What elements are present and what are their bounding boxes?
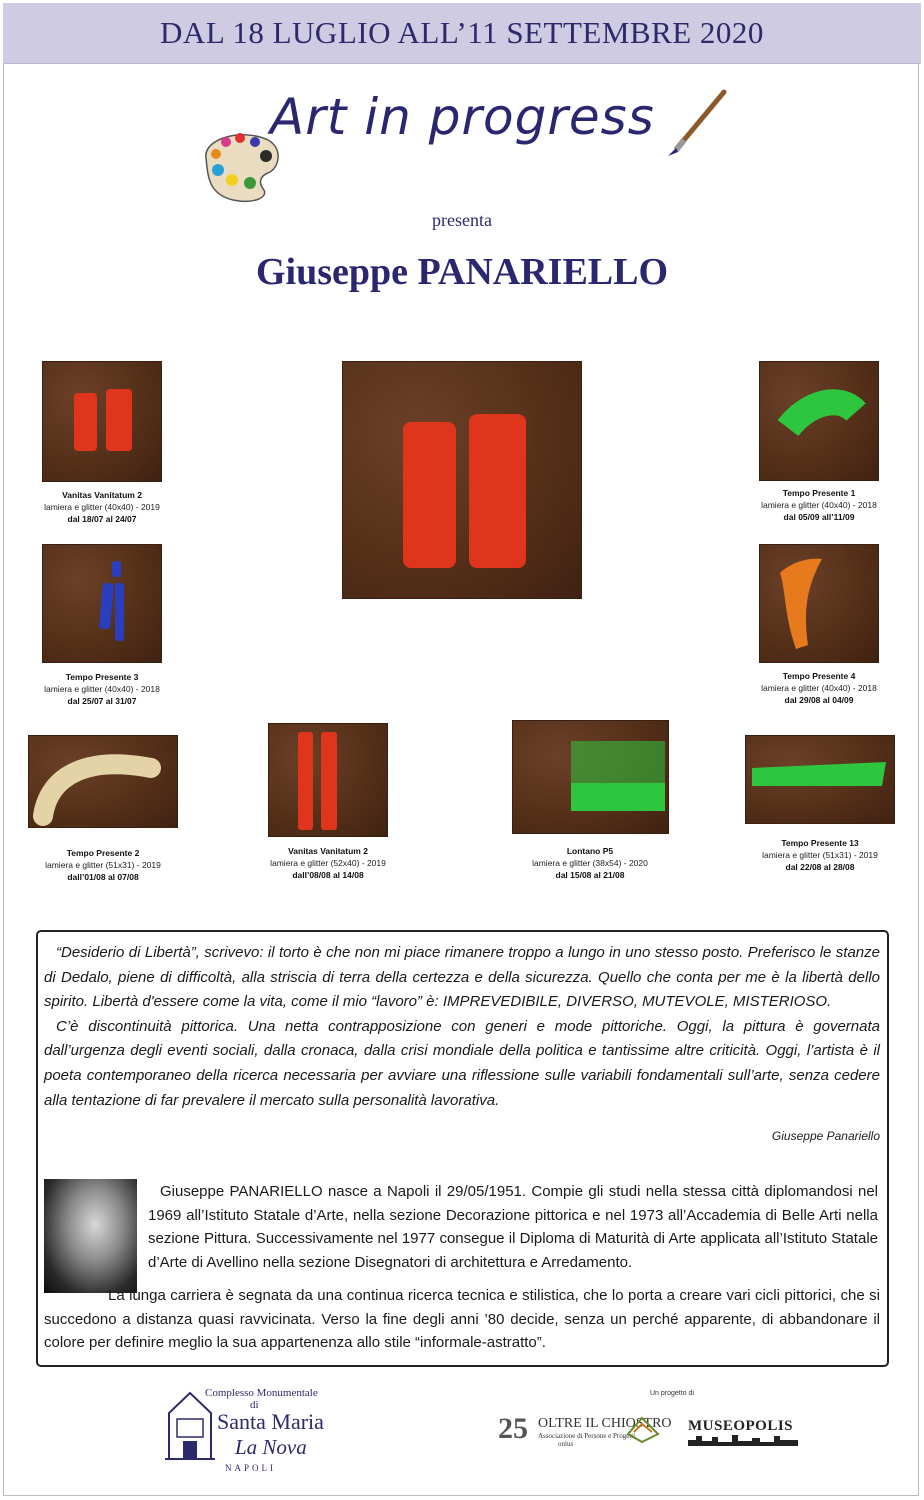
santa-maria-la-nova-logo [165,1385,345,1475]
caption-work-1 [22,489,182,525]
work-technique: lamiera e glitter (40x40) - 2018 [44,684,160,694]
painting-tempo-presente-2 [29,736,177,827]
work-title: Tempo Presente 4 [782,671,856,681]
la-nova-label: La Nova [235,1435,307,1459]
date-banner [3,3,921,64]
oltre-onlus: onlus [558,1440,574,1448]
quote-paragraph-1: “Desiderio di Libertà”, scrivevo: il torto è che non mi piace rimanere troppo a lungo in uno stesso posto. Preferisco le stanze di Dedalo, piene di difficoltà, alla striscia di terra della certezza e della sicurezza. Quello che conta per me è la libertà dello spirito. Libertà d'essere come la vita, come il mio “lavoro” è: IMPREVEDIBILE, DIVERSO, MUTEVOLE, MISTERIOSO. [44,944,880,1011]
oltre-name: OLTRE IL CHIOSTRO [538,1416,672,1431]
work-technique: lamiera e glitter (52x40) - 2019 [270,858,386,868]
caption-work-7 [739,670,899,706]
artist-photo [44,1179,137,1293]
museopolis-logo [688,1418,793,1435]
work-title: Vanitas Vanitatum 2 [62,490,142,500]
oltre-il-chiostro-logo [498,1412,672,1448]
presenta-label: presenta [432,210,492,230]
quote-signature: Giuseppe Panariello [771,1129,880,1143]
caption-work-4 [248,845,408,881]
work-title: Tempo Presente 13 [781,838,859,848]
work-title: Lontano P5 [566,846,614,856]
artist-quote [44,941,880,1113]
santa-maria-label: Santa Maria [217,1409,324,1434]
exhibition-dates: DAL 18 LUGLIO ALL’11 SETTEMBRE 2020 [160,15,764,50]
oltre-emblem-icon [626,1414,660,1444]
work-dates: dall’08/08 al 14/08 [292,870,364,880]
painting-vanitas-2 [269,724,387,836]
oltre-anniversary: 25 [498,1412,528,1445]
painting-tempo-presente-3 [43,545,161,662]
work-dates: dal 29/08 al 04/09 [784,695,854,705]
work-technique: lamiera e glitter (51x31) - 2019 [762,850,878,860]
art-in-progress-logo [198,88,728,213]
work-dates: dal 15/08 al 21/08 [555,870,625,880]
quote-paragraph-2: C’è discontinuità pittorica. Una netta contrapposizione con generi e mode pittoriche. Oggi, la pittura è governata dall’urgenza degli eventi sociali, dalla cronaca, dalla crisi mondiale della politica e tantissime altre criticità. Oggi, l’artista è il poeta contemporaneo della ricerca necessaria per avviare una riflessione sulle variabili fondamentali sull’arte, senza cedere alla tentazione di far prevalere il mercato sulla personalità lavorativa. [44,1017,880,1109]
work-dates: dal 05/09 all’11/09 [783,512,855,522]
work-dates: dall’01/08 al 07/08 [67,872,139,882]
progetto-label: Un progetto di [650,1390,694,1397]
oltre-subtitle: Associazione di Persone e Progetti [538,1432,636,1440]
work-technique: lamiera e glitter (40x40) - 2018 [761,500,877,510]
bio-paragraph-1: Giuseppe PANARIELLO nasce a Napoli il 29/05/1951. Compie gli studi nella stessa città diplomandosi nel 1969 all’Istituto Statale d’Arte, nella sezione Decorazione pittorica e nel 1973 all’Accademia di Belle Arti nella sezione Pittura. Successivamente nel 1977 consegue il Diploma di Maturità di Arte applicata all’Istituto Statale d’Arte di Avellino nella sezione Disegnatori di architettura e Arredamento. [148,1183,878,1272]
work-title: Tempo Presente 3 [65,672,139,682]
work-title: Tempo Presente 1 [782,488,856,498]
work-title: Vanitas Vanitatum 2 [288,846,368,856]
work-title: Tempo Presente 2 [66,848,140,858]
work-technique: lamiera e glitter (38x54) - 2020 [532,858,648,868]
caption-work-3 [23,847,183,883]
building-icon [165,1389,215,1461]
logo-text: Art in progress [270,88,655,146]
caption-work-8 [739,487,899,523]
bio-paragraph-2: La lunga carriera è segnata da una continua ricerca tecnica e stilistica, che lo porta a creare vari cicli pittorici, che si succedono a distanza quasi ravvicinata. Verso la fine degli anni ’80 decide, senza un perché apparente, di abbandonare il colore per definire meglio la sua appartenenza allo stile “informale-astratto”. [44,1287,880,1352]
paintbrush-icon [666,88,728,158]
work-dates: dal 25/07 al 31/07 [67,696,137,706]
caption-work-2 [22,671,182,707]
caption-work-5 [510,845,670,881]
painting-lontano-p5 [513,721,668,833]
painting-tempo-presente-13 [746,736,894,823]
caption-work-6 [740,837,900,873]
work-technique: lamiera e glitter (40x40) - 2019 [44,502,160,512]
museopolis-label: MUSEOPOLIS [688,1418,794,1434]
artist-bio [148,1180,878,1275]
painting-vanitas-1 [43,362,161,481]
painting-tempo-presente-1 [760,362,878,480]
artist-bio-continued [44,1284,880,1355]
work-dates: dal 18/07 al 24/07 [67,514,137,524]
napoli-label: NAPOLI [225,1463,276,1473]
complesso-label: Complesso Monumentale [205,1387,318,1399]
artist-name: Giuseppe PANARIELLO [255,251,669,293]
di-label: di [250,1399,259,1411]
painting-tempo-presente-4 [760,545,878,662]
work-technique: lamiera e glitter (51x31) - 2019 [45,860,161,870]
work-technique: lamiera e glitter (40x40) - 2018 [761,683,877,693]
work-dates: dal 22/08 al 28/08 [785,862,855,872]
skyline-icon [688,1434,798,1446]
featured-painting [343,362,581,598]
